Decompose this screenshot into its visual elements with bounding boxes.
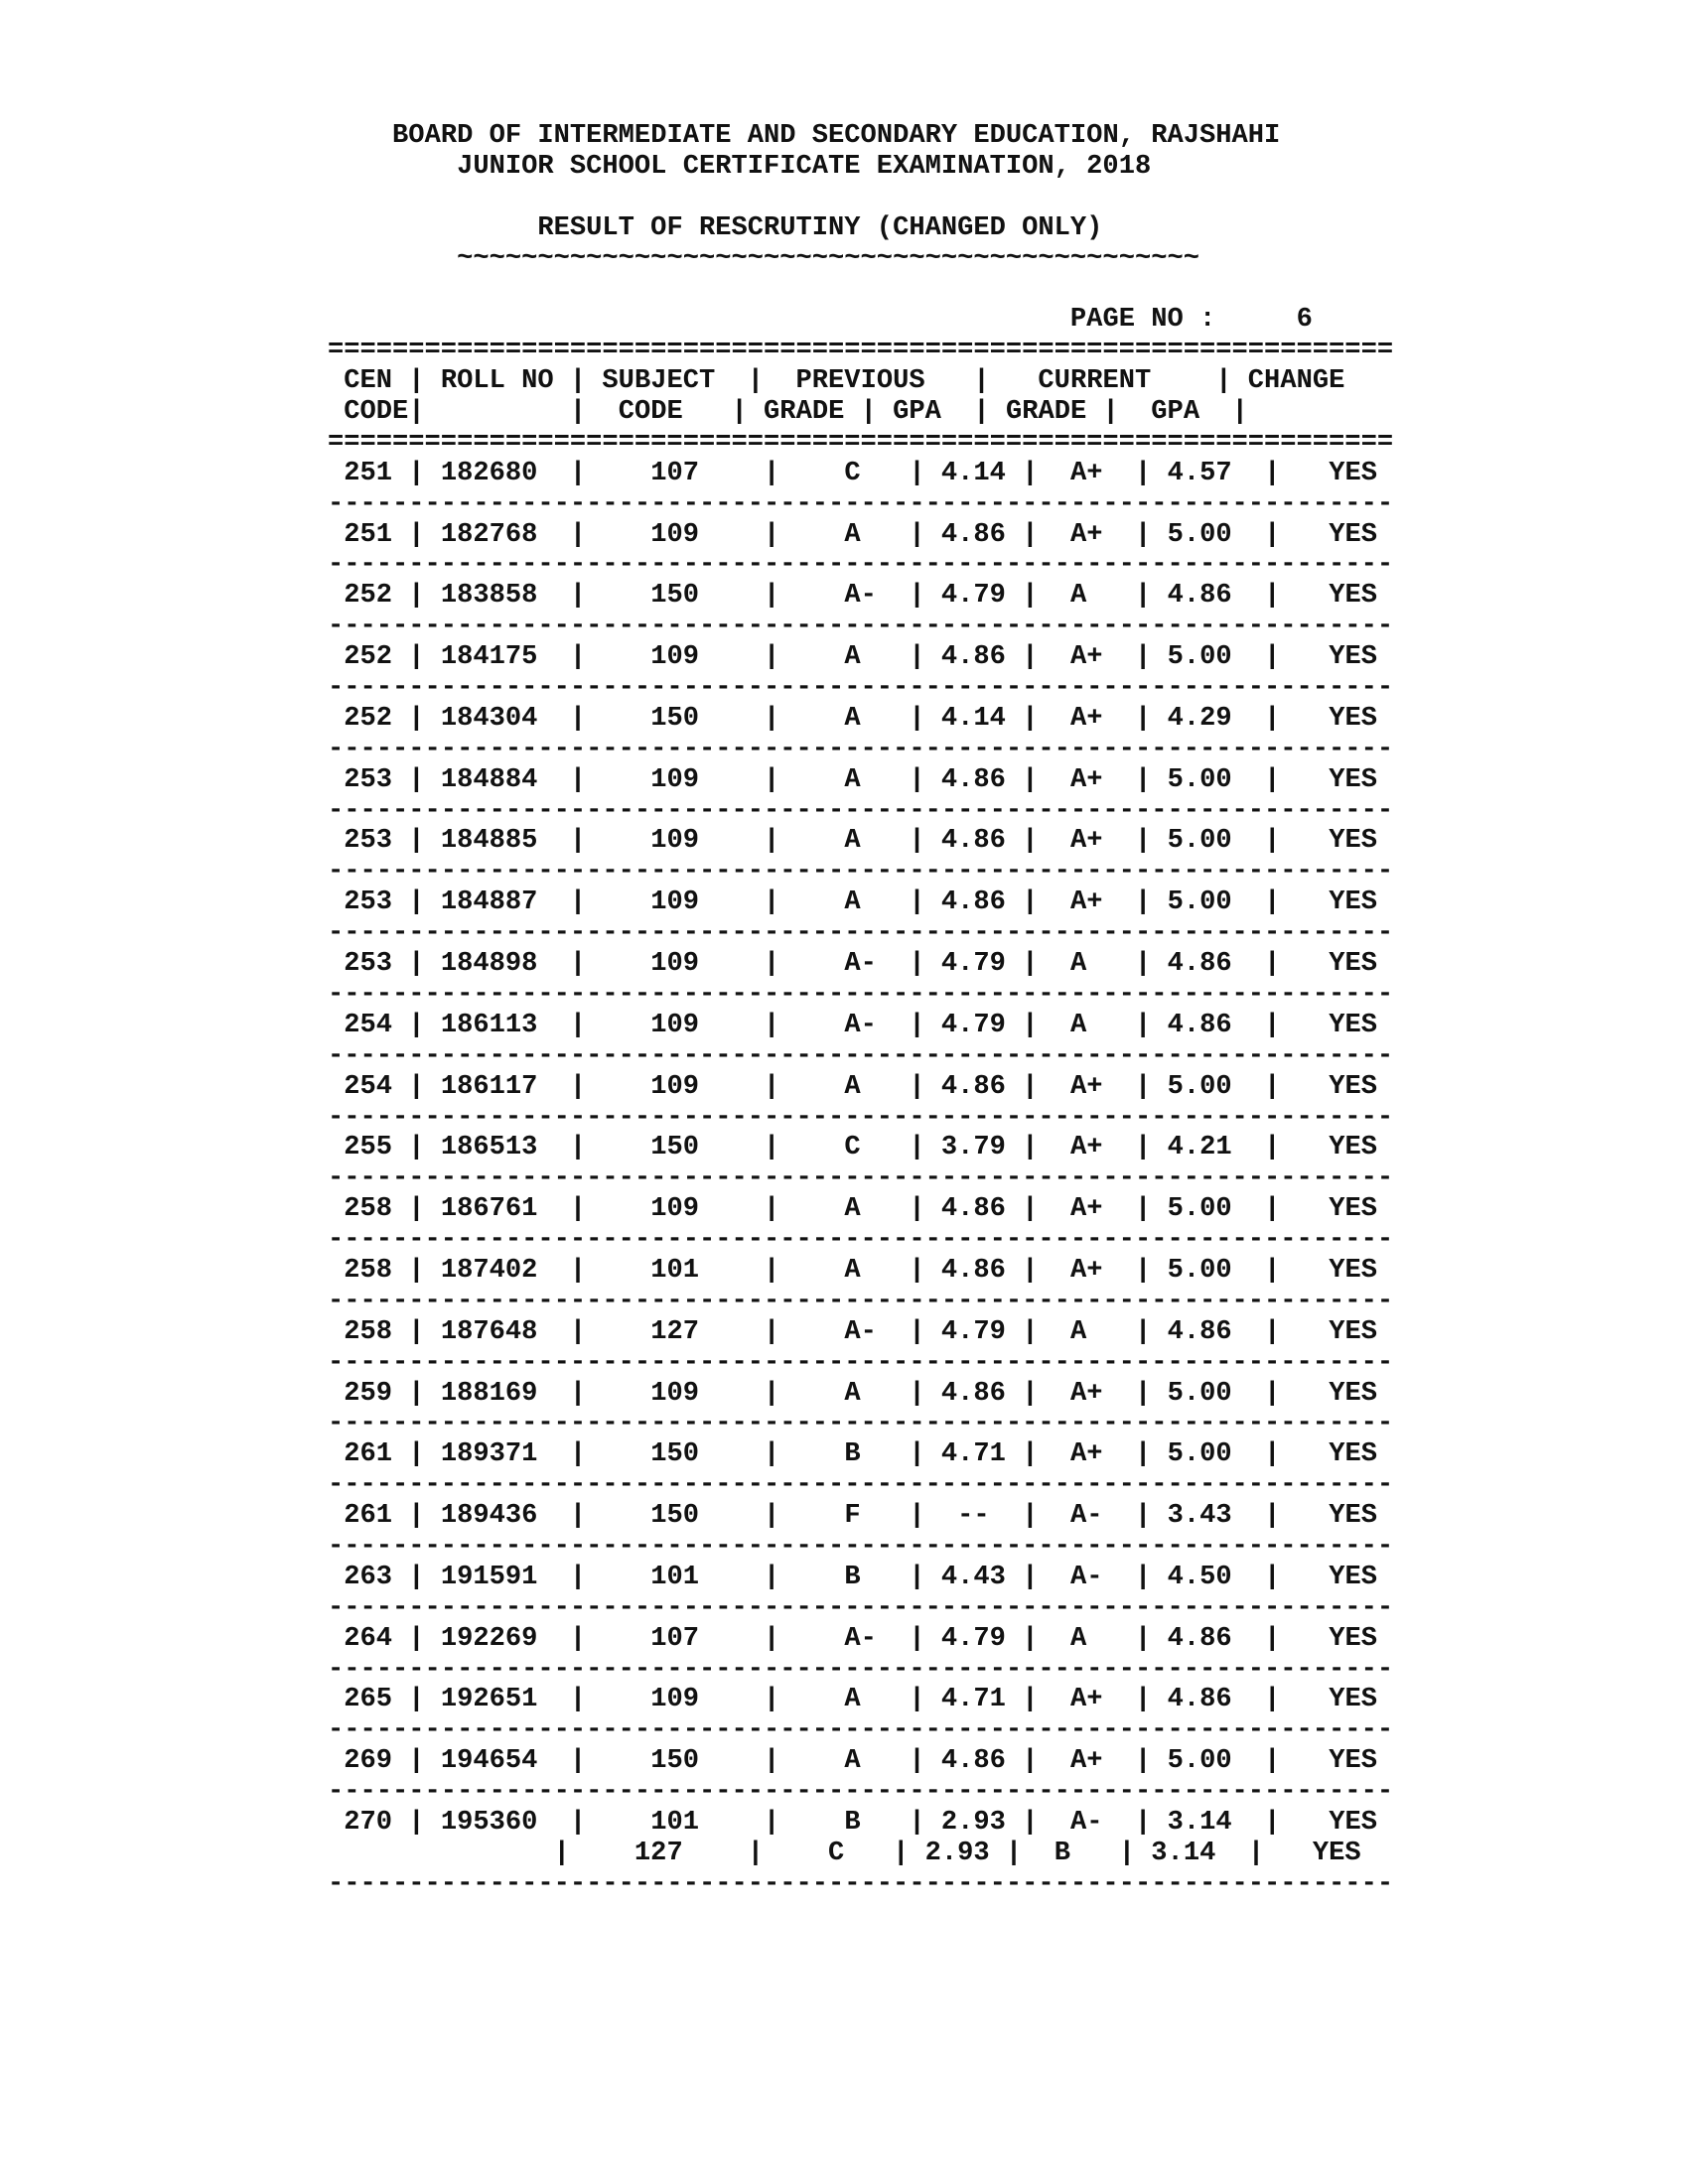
table-row: 254 | 186117 | 109 | A | 4.86 | A+ | 5.00 | YES [344, 1070, 1377, 1102]
col-prev-grade: GRADE [764, 396, 845, 428]
current-grade: A [1070, 1009, 1103, 1040]
change-status: YES [1329, 1745, 1377, 1777]
previous-grade: A [844, 825, 877, 857]
table-row: 269 | 194654 | 150 | A | 4.86 | A+ | 5.00 | YES [344, 1745, 1377, 1777]
change-status: YES [1329, 1254, 1377, 1286]
roll-no: 188169 [440, 1377, 538, 1409]
current-gpa: 4.86 [1167, 580, 1232, 612]
cen-code: 259 [344, 1377, 393, 1409]
page-label: PAGE NO : [1069, 304, 1216, 336]
previous-grade: A- [844, 1622, 877, 1654]
row-separator: ------------------------------------------------------------------ [328, 1714, 1394, 1746]
roll-no: 184175 [440, 641, 538, 673]
previous-grade: C [828, 1837, 861, 1868]
roll-no: 183858 [440, 580, 538, 612]
subject-code: 107 [650, 1622, 699, 1654]
table-row: 258 | 187402 | 101 | A | 4.86 | A+ | 5.00 | YES [344, 1254, 1377, 1286]
subject-code: 150 [650, 1132, 699, 1163]
previous-gpa: 4.79 [940, 1009, 1006, 1040]
blank-line [328, 274, 1393, 305]
roll-no: 186117 [440, 1070, 538, 1102]
current-gpa: 4.86 [1167, 1622, 1232, 1654]
cen-code: 251 [344, 457, 393, 488]
col-prev-gpa: GPA [893, 396, 941, 428]
previous-gpa: 4.86 [940, 641, 1006, 673]
row-separator: ------------------------------------------------------------------ [328, 1653, 1394, 1685]
row-separator: ------------------------------------------------------------------ [328, 1408, 1394, 1439]
previous-gpa: -- [940, 1500, 1006, 1532]
roll-no: 189436 [440, 1500, 538, 1532]
table-row: 253 | 184887 | 109 | A | 4.86 | A+ | 5.00 | YES [344, 887, 1377, 918]
subject-code: 109 [650, 763, 699, 795]
table-row: 261 | 189371 | 150 | B | 4.71 | A+ | 5.00 | YES [344, 1438, 1377, 1470]
row-separator: ------------------------------------------------------------------ [328, 733, 1394, 764]
table-row: 253 | 184885 | 109 | A | 4.86 | A+ | 5.00 | YES [344, 825, 1377, 857]
header-top-rule: ================================================================== [328, 335, 1394, 366]
current-gpa: 4.50 [1167, 1561, 1232, 1592]
change-status: YES [1329, 825, 1377, 857]
cen-code: 263 [344, 1561, 393, 1592]
current-gpa: 3.43 [1167, 1500, 1232, 1532]
roll-no: 186761 [440, 1193, 538, 1225]
current-grade: B [1054, 1837, 1087, 1868]
current-grade: A+ [1070, 518, 1103, 550]
row-separator: ------------------------------------------------------------------ [328, 1591, 1394, 1623]
previous-grade: A [844, 1377, 877, 1409]
subject-code: 127 [633, 1837, 683, 1868]
roll-no: 186513 [440, 1132, 538, 1163]
current-grade: A [1070, 580, 1103, 612]
previous-gpa: 4.86 [940, 1377, 1006, 1409]
current-gpa: 5.00 [1167, 1070, 1232, 1102]
col-cen: CEN [344, 365, 393, 397]
roll-no: 184884 [440, 763, 538, 795]
board-name: BOARD OF INTERMEDIATE AND SECONDARY EDUCATION, RAJSHAHI [392, 120, 1281, 151]
current-grade: A+ [1070, 1684, 1103, 1715]
cen-code: 251 [344, 518, 393, 550]
current-gpa: 4.86 [1167, 1315, 1232, 1347]
current-grade: A [1070, 1315, 1103, 1347]
change-status: YES [1329, 518, 1377, 550]
subject-code: 150 [650, 1438, 699, 1470]
change-status: YES [1329, 1500, 1377, 1532]
board-title [328, 121, 1393, 152]
current-grade: A- [1070, 1806, 1103, 1838]
table-row: 261 | 189436 | 150 | F | -- | A- | 3.43 | YES [344, 1500, 1377, 1532]
cen-code: 253 [344, 763, 393, 795]
previous-gpa: 4.86 [940, 1070, 1006, 1102]
exam-title [328, 152, 1393, 183]
change-status: YES [1329, 1132, 1377, 1163]
table-row: 252 | 183858 | 150 | A- | 4.79 | A | 4.86 | YES [344, 580, 1377, 612]
change-status: YES [1329, 1315, 1377, 1347]
change-status: YES [1329, 580, 1377, 612]
previous-grade: A [844, 887, 877, 918]
change-status: YES [1329, 702, 1377, 734]
col-cen-code: CODE [344, 396, 409, 428]
previous-grade: A [844, 1070, 877, 1102]
subject-code: 150 [650, 1745, 699, 1777]
col-roll-no: ROLL NO [440, 365, 554, 397]
current-grade: A+ [1070, 1132, 1103, 1163]
subject-code: 109 [650, 1070, 699, 1102]
row-separator: ------------------------------------------------------------------ [328, 1867, 1394, 1899]
cen-code: 252 [344, 702, 393, 734]
current-gpa: 5.00 [1167, 825, 1232, 857]
previous-gpa: 4.14 [940, 702, 1006, 734]
previous-grade: B [844, 1561, 877, 1592]
subject-code: 109 [650, 1377, 699, 1409]
cen-code: 258 [344, 1315, 393, 1347]
current-gpa: 5.00 [1167, 518, 1232, 550]
change-status: YES [1329, 1561, 1377, 1592]
current-grade: A+ [1070, 1070, 1103, 1102]
current-gpa: 3.14 [1151, 1837, 1216, 1868]
current-grade: A+ [1070, 641, 1103, 673]
cen-code: 269 [344, 1745, 393, 1777]
exam-name: JUNIOR SCHOOL CERTIFICATE EXAMINATION, 2018 [457, 150, 1152, 182]
current-grade: A [1070, 1622, 1103, 1654]
previous-gpa: 4.71 [940, 1684, 1006, 1715]
change-status: YES [1329, 1193, 1377, 1225]
change-status: YES [1329, 1622, 1377, 1654]
header-bottom-rule: ================================================================== [328, 426, 1394, 458]
previous-grade: A- [844, 1315, 877, 1347]
previous-gpa: 4.79 [940, 1315, 1006, 1347]
title-underline: ~~~~~~~~~~~~~~~~~~~~~~~~~~~~~~~~~~~~~~~~~~~~~~ [457, 242, 1199, 274]
change-status: YES [1329, 1806, 1377, 1838]
roll-no: 184304 [440, 702, 538, 734]
cen-code: 254 [344, 1070, 393, 1102]
cen-code: 258 [344, 1193, 393, 1225]
subject-code: 109 [650, 1009, 699, 1040]
previous-gpa: 2.93 [924, 1837, 990, 1868]
cen-code: 255 [344, 1132, 393, 1163]
cen-code: 254 [344, 1009, 393, 1040]
current-gpa: 5.00 [1167, 641, 1232, 673]
current-gpa: 5.00 [1167, 1438, 1232, 1470]
subject-code: 109 [650, 1193, 699, 1225]
current-grade: A [1070, 948, 1103, 980]
table-row-continuation: | 127 | C | 2.93 | B | 3.14 | YES [553, 1837, 1361, 1868]
previous-grade: A [844, 763, 877, 795]
change-status: YES [1329, 641, 1377, 673]
cen-code: 261 [344, 1500, 393, 1532]
previous-gpa: 2.93 [940, 1806, 1006, 1838]
subject-code: 109 [650, 518, 699, 550]
report-title [328, 213, 1393, 244]
current-grade: A+ [1070, 1193, 1103, 1225]
previous-grade: A [844, 1254, 877, 1286]
change-status: YES [1329, 1438, 1377, 1470]
column-header-row-1: CEN | ROLL NO | SUBJECT | PREVIOUS | CURRENT | CHANGE [344, 365, 1345, 397]
column-header-row-2: CODE| | CODE | GRADE | GPA | GRADE | GPA | [344, 396, 1248, 428]
change-status: YES [1329, 887, 1377, 918]
cen-code: 253 [344, 825, 393, 857]
col-previous: PREVIOUS [795, 365, 925, 397]
subject-code: 109 [650, 641, 699, 673]
previous-gpa: 4.14 [940, 457, 1006, 488]
row-separator: ------------------------------------------------------------------ [328, 794, 1394, 826]
roll-no: 189371 [440, 1438, 538, 1470]
current-grade: A+ [1070, 887, 1103, 918]
table-row: 258 | 187648 | 127 | A- | 4.79 | A | 4.86 | YES [344, 1315, 1377, 1347]
table-row: 259 | 188169 | 109 | A | 4.86 | A+ | 5.00 | YES [344, 1377, 1377, 1409]
row-separator: ------------------------------------------------------------------ [328, 1776, 1394, 1808]
previous-grade: A- [844, 580, 877, 612]
row-separator: ------------------------------------------------------------------ [328, 917, 1394, 949]
roll-no: 195360 [440, 1806, 538, 1838]
current-gpa: 4.86 [1167, 948, 1232, 980]
subject-code: 150 [650, 580, 699, 612]
previous-grade: A [844, 1684, 877, 1715]
col-current: CURRENT [1038, 365, 1152, 397]
current-gpa: 4.29 [1167, 702, 1232, 734]
cen-code: 253 [344, 887, 393, 918]
roll-no: 187648 [440, 1315, 538, 1347]
row-separator: ------------------------------------------------------------------ [328, 1530, 1394, 1562]
row-separator: ------------------------------------------------------------------ [328, 1285, 1394, 1316]
subject-code: 107 [650, 457, 699, 488]
current-grade: A+ [1070, 1377, 1103, 1409]
col-subject: SUBJECT [602, 365, 716, 397]
previous-grade: C [844, 1132, 877, 1163]
row-separator: ------------------------------------------------------------------ [328, 978, 1394, 1010]
roll-no: 184898 [440, 948, 538, 980]
previous-gpa: 4.71 [940, 1438, 1006, 1470]
col-cur-gpa: GPA [1151, 396, 1200, 428]
roll-no: 192651 [440, 1684, 538, 1715]
table-row: 258 | 186761 | 109 | A | 4.86 | A+ | 5.00 | YES [344, 1193, 1377, 1225]
subject-code: 101 [650, 1806, 699, 1838]
previous-grade: F [844, 1500, 877, 1532]
previous-gpa: 4.86 [940, 1745, 1006, 1777]
current-gpa: 4.21 [1167, 1132, 1232, 1163]
previous-gpa: 4.86 [940, 518, 1006, 550]
change-status: YES [1329, 1684, 1377, 1715]
cen-code: 258 [344, 1254, 393, 1286]
rescrutiny-result-document [328, 121, 1393, 1900]
table-row: 265 | 192651 | 109 | A | 4.71 | A+ | 4.86 | YES [344, 1684, 1377, 1715]
previous-grade: A [844, 1745, 877, 1777]
page-number: 6 [1296, 304, 1313, 336]
subject-code: 101 [650, 1254, 699, 1286]
report-title-text: RESULT OF RESCRUTINY (CHANGED ONLY) [537, 211, 1103, 243]
current-grade: A+ [1070, 1254, 1103, 1286]
subject-code: 150 [650, 702, 699, 734]
subject-code: 101 [650, 1561, 699, 1592]
table-row: 264 | 192269 | 107 | A- | 4.79 | A | 4.86 | YES [344, 1622, 1377, 1654]
table-row: 270 | 195360 | 101 | B | 2.93 | A- | 3.14 | YES [344, 1806, 1377, 1838]
row-separator: ------------------------------------------------------------------ [328, 1469, 1394, 1501]
current-gpa: 5.00 [1167, 1193, 1232, 1225]
change-status: YES [1329, 1070, 1377, 1102]
subject-code: 127 [650, 1315, 699, 1347]
row-separator: ------------------------------------------------------------------ [328, 1224, 1394, 1256]
table-row: 263 | 191591 | 101 | B | 4.43 | A- | 4.50 | YES [344, 1561, 1377, 1592]
previous-gpa: 4.86 [940, 1254, 1006, 1286]
table-row: 254 | 186113 | 109 | A- | 4.79 | A | 4.86 | YES [344, 1009, 1377, 1040]
current-grade: A+ [1070, 825, 1103, 857]
roll-no: 184887 [440, 887, 538, 918]
previous-grade: C [844, 457, 877, 488]
cen-code: 265 [344, 1684, 393, 1715]
table-row: 252 | 184175 | 109 | A | 4.86 | A+ | 5.00 | YES [344, 641, 1377, 673]
row-separator: ------------------------------------------------------------------ [328, 1101, 1394, 1133]
current-gpa: 3.14 [1167, 1806, 1232, 1838]
current-grade: A+ [1070, 1438, 1103, 1470]
roll-no: 186113 [440, 1009, 538, 1040]
current-gpa: 5.00 [1167, 1377, 1232, 1409]
current-grade: A- [1070, 1561, 1103, 1592]
subject-code: 109 [650, 948, 699, 980]
previous-gpa: 4.86 [940, 1193, 1006, 1225]
roll-no: 192269 [440, 1622, 538, 1654]
table-row: 251 | 182768 | 109 | A | 4.86 | A+ | 5.00 | YES [344, 518, 1377, 550]
table-row: 255 | 186513 | 150 | C | 3.79 | A+ | 4.21 | YES [344, 1132, 1377, 1163]
table-row: 251 | 182680 | 107 | C | 4.14 | A+ | 4.57 | YES [344, 457, 1377, 488]
current-gpa: 5.00 [1167, 1254, 1232, 1286]
row-separator: ------------------------------------------------------------------ [328, 856, 1394, 887]
current-gpa: 4.86 [1167, 1009, 1232, 1040]
cen-code: 270 [344, 1806, 393, 1838]
table-row: 253 | 184884 | 109 | A | 4.86 | A+ | 5.00 | YES [344, 763, 1377, 795]
change-status: YES [1329, 948, 1377, 980]
change-status: YES [1312, 1837, 1361, 1868]
roll-no: 194654 [440, 1745, 538, 1777]
previous-grade: B [844, 1806, 877, 1838]
blank-line [328, 183, 1393, 213]
col-subject-code: CODE [618, 396, 683, 428]
cen-code: 264 [344, 1622, 393, 1654]
row-separator: ------------------------------------------------------------------ [328, 549, 1394, 581]
previous-grade: A [844, 641, 877, 673]
row-separator: ------------------------------------------------------------------ [328, 1039, 1394, 1071]
table-row: 253 | 184898 | 109 | A- | 4.79 | A | 4.86 | YES [344, 948, 1377, 980]
table-row: 252 | 184304 | 150 | A | 4.14 | A+ | 4.29 | YES [344, 702, 1377, 734]
current-grade: A+ [1070, 1745, 1103, 1777]
row-separator: ------------------------------------------------------------------ [328, 487, 1394, 519]
previous-gpa: 4.43 [940, 1561, 1006, 1592]
roll-no: 182768 [440, 518, 538, 550]
cen-code: 252 [344, 580, 393, 612]
current-gpa: 4.57 [1167, 457, 1232, 488]
subject-code: 150 [650, 1500, 699, 1532]
row-separator: ------------------------------------------------------------------ [328, 611, 1394, 642]
subject-code: 109 [650, 887, 699, 918]
subject-code: 109 [650, 1684, 699, 1715]
change-status: YES [1329, 763, 1377, 795]
change-status: YES [1329, 1377, 1377, 1409]
previous-gpa: 4.86 [940, 763, 1006, 795]
previous-grade: A- [844, 948, 877, 980]
previous-grade: A [844, 1193, 877, 1225]
previous-grade: A [844, 518, 877, 550]
current-grade: A+ [1070, 763, 1103, 795]
row-separator: ------------------------------------------------------------------ [328, 1162, 1394, 1194]
previous-gpa: 4.86 [940, 825, 1006, 857]
previous-gpa: 4.79 [940, 580, 1006, 612]
previous-gpa: 4.86 [940, 887, 1006, 918]
current-grade: A+ [1070, 702, 1103, 734]
current-grade: A- [1070, 1500, 1103, 1532]
cen-code: 252 [344, 641, 393, 673]
col-cur-grade: GRADE [1005, 396, 1087, 428]
previous-grade: B [844, 1438, 877, 1470]
current-gpa: 5.00 [1167, 1745, 1232, 1777]
subject-code: 109 [650, 825, 699, 857]
row-separator: ------------------------------------------------------------------ [328, 1346, 1394, 1378]
previous-grade: A- [844, 1009, 877, 1040]
row-separator: ------------------------------------------------------------------ [328, 672, 1394, 704]
page-number-line [328, 305, 1393, 336]
previous-gpa: 3.79 [940, 1132, 1006, 1163]
current-gpa: 5.00 [1167, 763, 1232, 795]
roll-no: 191591 [440, 1561, 538, 1592]
cen-code: 253 [344, 948, 393, 980]
roll-no: 184885 [440, 825, 538, 857]
current-gpa: 4.86 [1167, 1684, 1232, 1715]
previous-grade: A [844, 702, 877, 734]
previous-gpa: 4.79 [940, 948, 1006, 980]
current-grade: A+ [1070, 457, 1103, 488]
cen-code: 261 [344, 1438, 393, 1470]
roll-no: 187402 [440, 1254, 538, 1286]
change-status: YES [1329, 457, 1377, 488]
current-gpa: 5.00 [1167, 887, 1232, 918]
previous-gpa: 4.79 [940, 1622, 1006, 1654]
col-change: CHANGE [1247, 365, 1345, 397]
roll-no: 182680 [440, 457, 538, 488]
change-status: YES [1329, 1009, 1377, 1040]
